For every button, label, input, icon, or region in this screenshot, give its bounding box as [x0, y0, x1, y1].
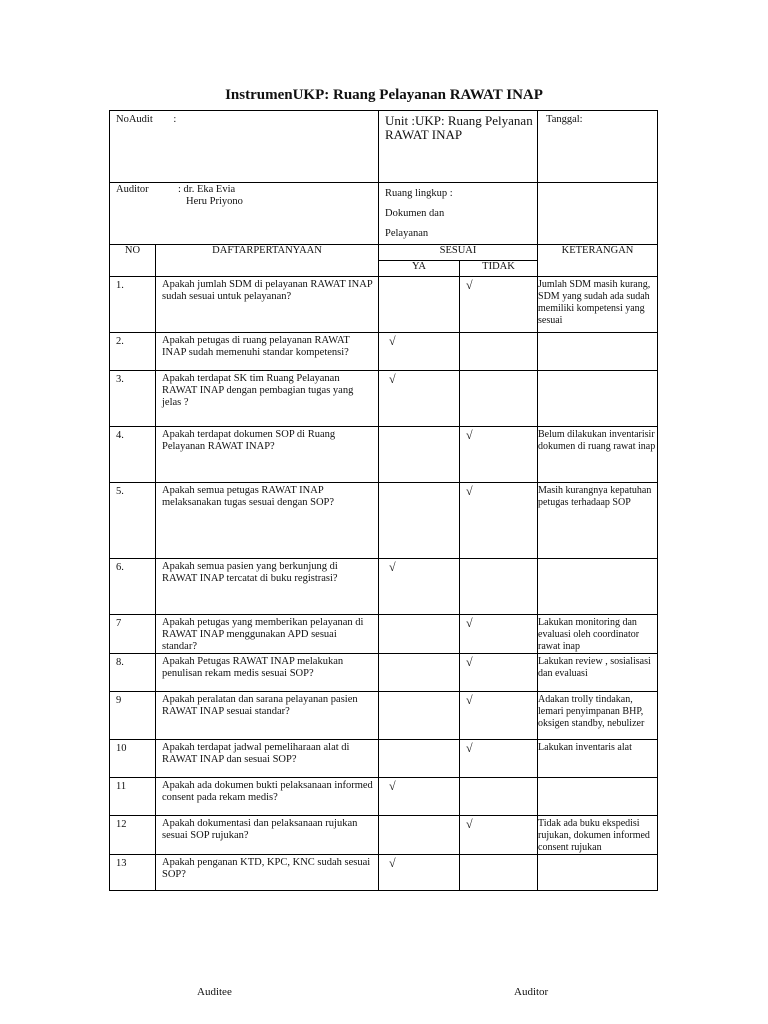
col-header-daftar: DAFTARPERTANYAAN	[156, 245, 379, 277]
table-row	[110, 692, 658, 740]
tidak-check: √	[460, 615, 538, 654]
ya-check	[379, 427, 460, 483]
ya-check: √	[379, 855, 460, 891]
table-row	[110, 615, 658, 654]
question-text: Apakah terdapat jadwal pemeliharaan alat di RAWAT INAP dan sesuai SOP?	[156, 740, 379, 778]
col-header-sesuai: SESUAI	[379, 245, 538, 261]
audit-table	[109, 110, 658, 891]
question-text: Apakah dokumentasi dan pelaksanaan rujukan sesuai SOP rujukan?	[156, 816, 379, 855]
ya-check	[379, 692, 460, 740]
col-header-tidak: TIDAK	[460, 261, 538, 277]
ruang-lingkup-cell	[379, 183, 538, 245]
row-number: 9	[110, 692, 156, 740]
auditor-label: Auditor	[116, 184, 149, 195]
keterangan-text: Adakan trolly tindakan, lemari penyimpanan BHP, oksigen standby, nebulizer	[538, 692, 658, 740]
tidak-check	[460, 778, 538, 816]
keterangan-text	[538, 778, 658, 816]
tidak-check: √	[460, 816, 538, 855]
tidak-check	[460, 371, 538, 427]
row-number: 10	[110, 740, 156, 778]
ya-check	[379, 816, 460, 855]
ya-check	[379, 654, 460, 692]
document-title: InstrumenUKP: Ruang Pelayanan RAWAT INAP	[225, 87, 543, 103]
table-row	[110, 483, 658, 559]
unit-value: Unit :UKP: Ruang Pelyanan RAWAT INAP	[385, 113, 533, 142]
question-text: Apakah ada dokumen bukti pelaksanaan informed consent pada rekam medis?	[156, 778, 379, 816]
ya-check	[379, 740, 460, 778]
tidak-check: √	[460, 654, 538, 692]
question-text: Apakah penganan KTD, KPC, KNC sudah sesuai SOP?	[156, 855, 379, 891]
ruang-lingkup-label: Ruang lingkup :	[385, 188, 453, 199]
ya-check: √	[379, 333, 460, 371]
row-number: 7	[110, 615, 156, 654]
no-audit-cell	[110, 111, 379, 183]
table-row	[110, 778, 658, 816]
ya-check: √	[379, 559, 460, 615]
question-text: Apakah petugas di ruang pelayanan RAWAT INAP sudah memenuhi standar kompetensi?	[156, 333, 379, 371]
ya-check	[379, 277, 460, 333]
unit-cell	[379, 111, 538, 183]
auditor-name-1: : dr. Eka Evia	[178, 184, 236, 195]
row-number: 13	[110, 855, 156, 891]
row-number: 4.	[110, 427, 156, 483]
ruang-lingkup-value: Dokumen dan Pelayanan	[385, 208, 445, 239]
row-number: 6.	[110, 559, 156, 615]
row-number: 11	[110, 778, 156, 816]
keterangan-text: Tidak ada buku ekspedisi rujukan, dokumen informed consent rujukan	[538, 816, 658, 855]
question-text: Apakah Petugas RAWAT INAP melakukan penulisan rekam medis sesuai SOP?	[156, 654, 379, 692]
table-row	[110, 559, 658, 615]
keterangan-text: Belum dilakukan inventarisir dokumen di ruang rawat inap	[538, 427, 658, 483]
tidak-check	[460, 559, 538, 615]
row-number: 1.	[110, 277, 156, 333]
ya-check	[379, 483, 460, 559]
keterangan-text: Lakukan monitoring dan evaluasi oleh coordinator rawat inap	[538, 615, 658, 654]
col-header-keterangan: KETERANGAN	[538, 245, 658, 277]
row-number: 3.	[110, 371, 156, 427]
empty-header-cell	[538, 183, 658, 245]
keterangan-text	[538, 333, 658, 371]
table-row	[110, 371, 658, 427]
question-text: Apakah semua petugas RAWAT INAP melaksanakan tugas sesuai dengan SOP?	[156, 483, 379, 559]
tanggal-cell	[538, 111, 658, 183]
row-number: 2.	[110, 333, 156, 371]
tidak-check: √	[460, 277, 538, 333]
auditor-signature-label: Auditor	[514, 986, 549, 998]
row-number: 12	[110, 816, 156, 855]
ya-check	[379, 615, 460, 654]
col-header-no: NO	[110, 245, 156, 277]
auditor-name-2: Heru Priyono	[186, 196, 243, 207]
table-row	[110, 816, 658, 855]
row-number: 8.	[110, 654, 156, 692]
keterangan-text	[538, 559, 658, 615]
table-row	[110, 654, 658, 692]
ya-check: √	[379, 371, 460, 427]
auditor-cell	[110, 183, 379, 245]
table-row	[110, 740, 658, 778]
tidak-check: √	[460, 692, 538, 740]
keterangan-text: Lakukan inventaris alat	[538, 740, 658, 778]
question-text: Apakah jumlah SDM di pelayanan RAWAT INAP sudah sesuai untuk pelayanan?	[156, 277, 379, 333]
tidak-check: √	[460, 740, 538, 778]
col-header-ya: YA	[379, 261, 460, 277]
tidak-check	[460, 855, 538, 891]
ya-check: √	[379, 778, 460, 816]
tidak-check: √	[460, 427, 538, 483]
table-row	[110, 427, 658, 483]
question-text: Apakah semua pasien yang berkunjung di RAWAT INAP tercatat di buku registrasi?	[156, 559, 379, 615]
keterangan-text	[538, 855, 658, 891]
tidak-check: √	[460, 483, 538, 559]
question-text: Apakah terdapat dokumen SOP di Ruang Pelayanan RAWAT INAP?	[156, 427, 379, 483]
question-text: Apakah terdapat SK tim Ruang Pelayanan RAWAT INAP dengan pembagian tugas yang jelas ?	[156, 371, 379, 427]
table-row	[110, 333, 658, 371]
tanggal-label: Tanggal:	[546, 114, 583, 125]
keterangan-text	[538, 371, 658, 427]
question-text: Apakah peralatan dan sarana pelayanan pasien RAWAT INAP sesuai standar?	[156, 692, 379, 740]
tidak-check	[460, 333, 538, 371]
table-row	[110, 277, 658, 333]
question-text: Apakah petugas yang memberikan pelayanan di RAWAT INAP menggunakan APD sesuai standar?	[156, 615, 379, 654]
row-number: 5.	[110, 483, 156, 559]
table-row	[110, 855, 658, 891]
keterangan-text: Masih kurangnya kepatuhan petugas terhadaap SOP	[538, 483, 658, 559]
no-audit-label: NoAudit	[116, 114, 153, 125]
keterangan-text: Lakukan review , sosialisasi dan evaluasi	[538, 654, 658, 692]
keterangan-text: Jumlah SDM masih kurang, SDM yang sudah ada sudah memiliki kompetensi yang sesuai	[538, 277, 658, 333]
auditee-signature-label: Auditee	[197, 986, 232, 998]
no-audit-separator: :	[173, 114, 177, 125]
